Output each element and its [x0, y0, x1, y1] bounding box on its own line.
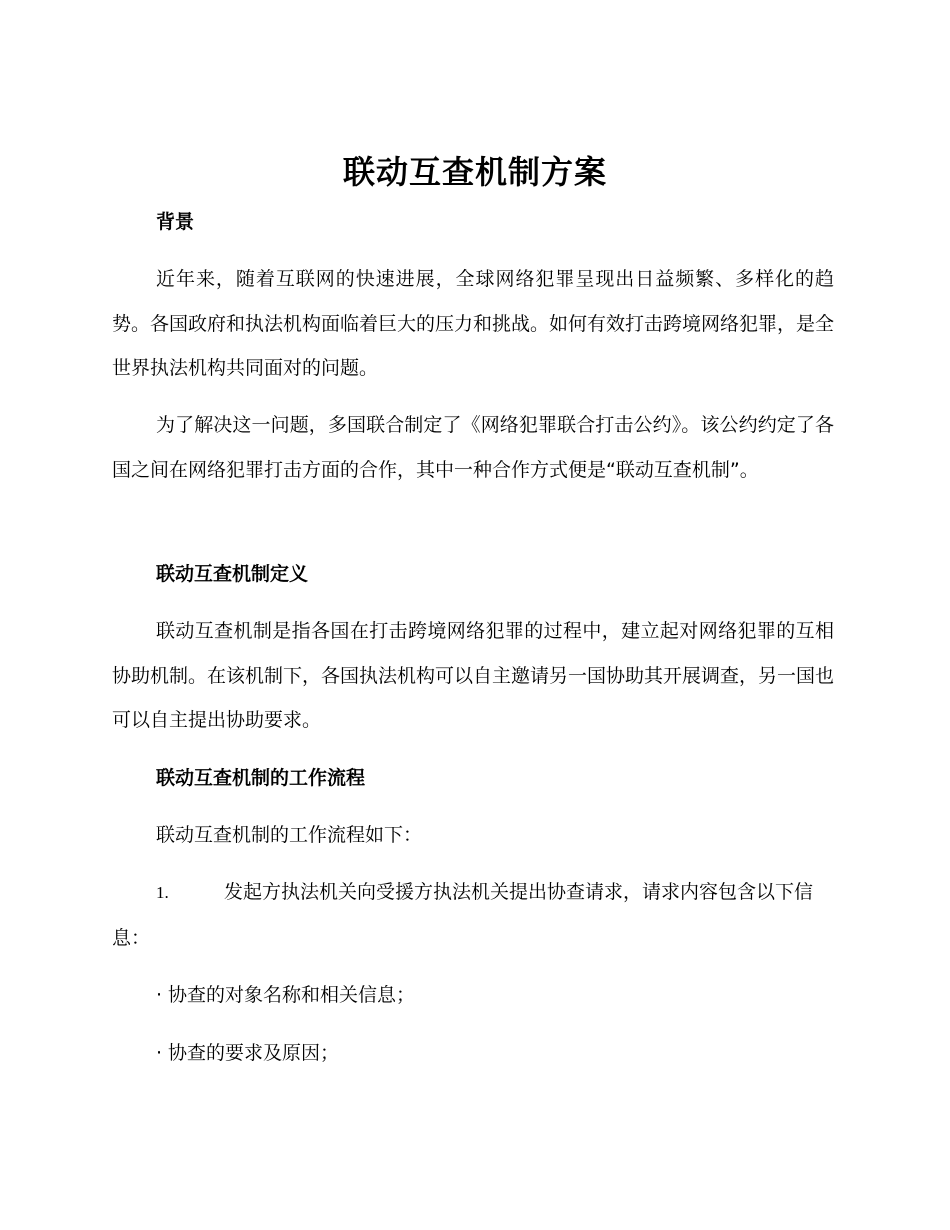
bullet-dot-icon: · [156, 984, 163, 1006]
document-title: 联动互查机制方案 [342, 153, 607, 191]
bullet-text: 协查的对象名称和相关信息； [168, 984, 416, 1006]
paragraph-background-1: 近年来，随着互联网的快速进展，全球网络犯罪呈现出日益频繁、多样化的趋势。各国政府和执法机构面临着巨大的压力和挑战。如何有效打击跨境网络犯罪，是全世界执法机构共同面对的问题。 [112, 268, 835, 379]
step-text: 发起方执法机关向受援方执法机关提出协查请求，请求内容包含以下信息： [112, 881, 814, 949]
section-heading-workflow: 联动互查机制的工作流程 [156, 767, 366, 789]
workflow-step-1 [112, 870, 834, 960]
paragraph-background-2: 为了解决这一问题，多国联合制定了《网络犯罪联合打击公约》。该公约约定了各国之间在网络犯罪打击方面的合作，其中一种合作方式便是“联动互查机制”。 [112, 414, 834, 481]
paragraph-definition: 联动互查机制是指各国在打击跨境网络犯罪的过程中，建立起对网络犯罪的互相协助机制。在该机制下，各国执法机构可以自主邀请另一国协助其开展调查，另一国也可以自主提出协助要求。 [112, 620, 835, 731]
step-number: 1. [156, 883, 169, 902]
bullet-item-2 [156, 1039, 339, 1067]
bullet-item-1 [156, 981, 415, 1009]
bullet-text: 协查的要求及原因； [168, 1042, 340, 1064]
workflow-intro: 联动互查机制的工作流程如下： [156, 824, 423, 846]
section-heading-background: 背景 [156, 211, 195, 233]
bullet-dot-icon: · [156, 1042, 163, 1064]
section-heading-definition: 联动互查机制定义 [156, 563, 309, 585]
